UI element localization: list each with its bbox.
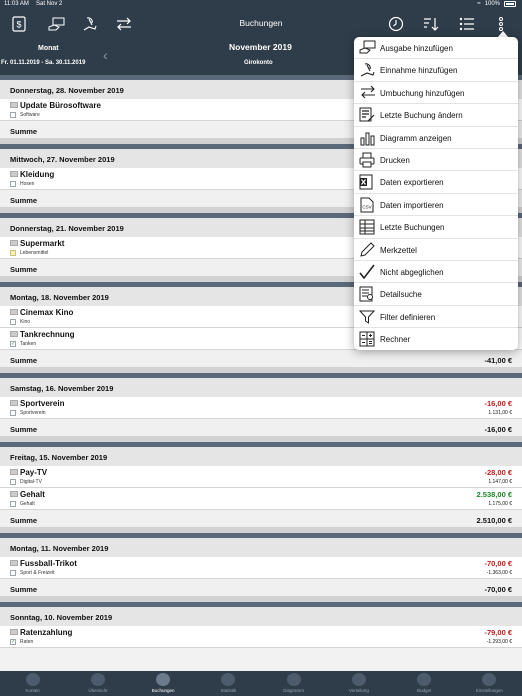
- reconcile-checkbox[interactable]: [10, 112, 16, 118]
- menu-item[interactable]: [354, 37, 518, 59]
- sum-label: Summe: [10, 585, 38, 594]
- tab-übersicht[interactable]: [65, 671, 130, 696]
- menu-item-label: Merkzettel: [380, 245, 417, 255]
- transaction-category: Raten: [20, 639, 34, 645]
- clock-icon[interactable]: [386, 14, 406, 34]
- menu-item-label: Drucken: [380, 155, 410, 165]
- menu-item-label: Umbuchung hinzufügen: [380, 88, 465, 98]
- tab-diagramm[interactable]: [261, 671, 326, 696]
- toolbar: [0, 10, 522, 38]
- edit-last-icon: [359, 107, 377, 123]
- budget-icon: [417, 673, 431, 686]
- transaction-category: Tanken: [20, 341, 37, 347]
- transaction-name: Pay-TV: [20, 468, 48, 477]
- tab-label: Einstellungen: [475, 688, 503, 693]
- transaction-name: Gehalt: [20, 490, 45, 499]
- account-icon: [26, 673, 40, 686]
- day-header: Montag, 18. November 2019: [0, 287, 522, 306]
- cash-out-icon: [359, 40, 377, 56]
- day-header: Donnerstag, 21. November 2019: [0, 218, 522, 237]
- menu-item-label: Daten exportieren: [380, 178, 444, 188]
- menu-item-label: Ausgabe hinzufügen: [380, 44, 453, 53]
- tab-budget[interactable]: [392, 671, 457, 696]
- transaction-row[interactable]: [0, 488, 522, 510]
- transaction-row[interactable]: [0, 466, 522, 488]
- status-right: [477, 1, 516, 7]
- sum-value: 2.510,00 €: [476, 516, 512, 525]
- reconcile-checkbox[interactable]: [10, 479, 16, 485]
- menu-item[interactable]: [354, 306, 518, 328]
- menu-item[interactable]: [354, 104, 518, 126]
- transaction-category: Lebensmittel: [20, 250, 49, 256]
- period-selector[interactable]: Monat: [38, 45, 59, 52]
- category-icon: [10, 240, 18, 246]
- sum-row: [0, 419, 522, 442]
- transaction-name: Ratenzahlung: [20, 628, 73, 637]
- sum-value: -16,00 €: [484, 425, 512, 434]
- transaction-name: Supermarkt: [20, 239, 65, 248]
- category-icon: [10, 469, 18, 475]
- wifi-icon: ≈: [477, 1, 481, 7]
- date-range: Fr. 01.11.2019 - Sa. 30.11.2019: [1, 60, 86, 66]
- status-bar: [0, 0, 522, 10]
- tab-label: Diagramm: [283, 688, 304, 693]
- transaction-amount: -28,00 €: [484, 468, 512, 477]
- transaction-category: Kino: [20, 319, 31, 325]
- category-icon: [10, 309, 18, 315]
- menu-item-label: Diagramm anzeigen: [380, 133, 452, 143]
- list-icon[interactable]: [457, 14, 477, 34]
- category-icon: [10, 629, 18, 635]
- transaction-category: Sport & Freizeit: [20, 570, 55, 576]
- menu-item-label: Daten importieren: [380, 200, 444, 210]
- sum-label: Summe: [10, 196, 38, 205]
- day-header: Freitag, 15. November 2019: [0, 447, 522, 466]
- running-balance: 1.131,00 €: [488, 410, 512, 416]
- calculator-icon: [359, 331, 377, 347]
- sum-label: Summe: [10, 356, 38, 365]
- transaction-category: Hosen: [20, 181, 35, 187]
- sum-label: Summe: [10, 516, 38, 525]
- sum-row: [0, 510, 522, 533]
- actions-menu: [354, 37, 518, 350]
- svg-text:$: $: [16, 19, 22, 30]
- diagram-icon: [287, 673, 301, 686]
- tab-verteilung[interactable]: [326, 671, 391, 696]
- tab-konten[interactable]: [0, 671, 65, 696]
- transfer-arrows-icon[interactable]: [114, 14, 134, 34]
- transaction-row[interactable]: [0, 397, 522, 419]
- transaction-category: Software: [20, 112, 40, 118]
- menu-item[interactable]: [354, 82, 518, 104]
- sum-label: Summe: [10, 265, 38, 274]
- transaction-category: Gehalt: [20, 501, 35, 507]
- month-title: November 2019: [229, 42, 292, 52]
- tab-statistik[interactable]: [196, 671, 261, 696]
- bar-chart-icon: [359, 130, 377, 146]
- sum-row: [0, 350, 522, 373]
- printer-icon: [359, 152, 377, 168]
- day-header: Sonntag, 10. November 2019: [0, 607, 522, 626]
- sort-icon[interactable]: [421, 14, 441, 34]
- menu-item[interactable]: [354, 283, 518, 305]
- transaction-amount: 2.538,00 €: [476, 490, 512, 499]
- statistics-icon: [221, 673, 235, 686]
- status-time: 11:03 AM: [4, 1, 29, 7]
- overview-icon: [91, 673, 105, 686]
- transaction-name: Cinemax Kino: [20, 308, 74, 317]
- reconcile-checkbox[interactable]: [10, 501, 16, 507]
- day-group: [0, 533, 522, 602]
- reconcile-checkbox[interactable]: [10, 410, 16, 416]
- day-header: Donnerstag, 28. November 2019: [0, 80, 522, 99]
- distribution-icon: [352, 673, 366, 686]
- menu-item-label: Einnahme hinzufügen: [380, 66, 458, 76]
- menu-item[interactable]: [354, 261, 518, 283]
- menu-item-label: Detailsuche: [380, 290, 422, 300]
- csv-import-icon: [359, 197, 377, 213]
- menu-item[interactable]: [354, 216, 518, 238]
- excel-export-icon: [359, 174, 377, 190]
- day-header: Samstag, 16. November 2019: [0, 378, 522, 397]
- menu-item-label: Nicht abgeglichen: [380, 267, 444, 277]
- day-group: [0, 442, 522, 533]
- category-icon: [10, 400, 18, 406]
- menu-item[interactable]: [354, 171, 518, 193]
- reconcile-checkbox[interactable]: ✓: [11, 639, 16, 645]
- menu-item[interactable]: [354, 59, 518, 81]
- sum-value: -41,00 €: [484, 356, 512, 365]
- battery-icon: [504, 1, 516, 7]
- transaction-amount: -16,00 €: [484, 399, 512, 408]
- category-icon: [10, 102, 18, 108]
- pencil-icon: [359, 242, 377, 258]
- table-icon: [359, 219, 377, 235]
- menu-item-label: Letzte Buchungen: [380, 223, 445, 233]
- dollar-doc-icon[interactable]: [9, 14, 29, 34]
- menu-item[interactable]: [354, 127, 518, 149]
- sum-row: [0, 579, 522, 602]
- menu-item-label: Filter definieren: [380, 312, 436, 322]
- transfer-arrows-icon: [359, 85, 377, 101]
- svg-text:CSV: CSV: [362, 204, 372, 210]
- tab-label: Verteilung: [348, 688, 369, 693]
- transaction-category: Digital-TV: [20, 479, 42, 485]
- transaction-name: Fussball-Trikot: [20, 559, 77, 568]
- menu-item-label: Rechner: [380, 335, 411, 345]
- reconcile-checkbox[interactable]: [10, 319, 16, 325]
- tab-label: Buchungen: [151, 688, 175, 693]
- sum-label: Summe: [10, 425, 38, 434]
- reconcile-checkbox[interactable]: [10, 570, 16, 576]
- funnel-icon: [359, 309, 377, 325]
- transaction-name: Update Bürosoftware: [20, 101, 101, 110]
- category-icon: [10, 171, 18, 177]
- checkmark-icon: [359, 264, 377, 280]
- transaction-name: Kleidung: [20, 170, 55, 179]
- day-header: Mittwoch, 27. November 2019: [0, 149, 522, 168]
- status-date: Sat Nov 2: [36, 1, 63, 7]
- cash-in-icon[interactable]: [80, 14, 100, 34]
- day-group: [0, 373, 522, 442]
- category-icon: [10, 560, 18, 566]
- day-header: Montag, 11. November 2019: [0, 538, 522, 557]
- sum-label: Summe: [10, 127, 38, 136]
- account-name[interactable]: Girokonto: [244, 60, 273, 66]
- transaction-amount: -79,00 €: [484, 628, 512, 637]
- reconcile-checkbox[interactable]: [10, 181, 16, 187]
- tab-label: Übersicht: [88, 688, 108, 693]
- transaction-amount: -70,00 €: [484, 559, 512, 568]
- toolbar-title: Buchungen: [239, 18, 283, 28]
- transaction-row[interactable]: [0, 557, 522, 579]
- battery-percent: 100%: [484, 1, 500, 7]
- transaction-name: Tankrechnung: [20, 330, 75, 339]
- chevron-left-icon[interactable]: ‹: [103, 47, 108, 63]
- tab-label: Konten: [25, 688, 40, 693]
- tab-einstellungen[interactable]: [457, 671, 522, 696]
- reconcile-checkbox[interactable]: [10, 250, 16, 256]
- menu-item[interactable]: [354, 328, 518, 350]
- bookings-icon: [156, 673, 170, 686]
- menu-item[interactable]: [354, 239, 518, 261]
- menu-item-label: Letzte Buchung ändern: [380, 111, 463, 121]
- transaction-row[interactable]: [0, 626, 522, 648]
- menu-item[interactable]: [354, 149, 518, 171]
- tab-label: Statistik: [220, 688, 237, 693]
- running-balance: -1.293,00 €: [486, 639, 512, 645]
- tab-label: Budget: [416, 688, 432, 693]
- running-balance: 1.175,00 €: [488, 501, 512, 507]
- category-icon: [10, 491, 18, 497]
- reconcile-checkbox[interactable]: ✓: [11, 341, 16, 347]
- running-balance: -1.363,00 €: [486, 570, 512, 576]
- category-icon: [10, 331, 18, 337]
- transaction-name: Sportverein: [20, 399, 65, 408]
- day-group: [0, 602, 522, 648]
- running-balance: 1.147,00 €: [488, 479, 512, 485]
- settings-icon: [482, 673, 496, 686]
- detail-search-icon: [359, 286, 377, 302]
- sum-value: -70,00 €: [484, 585, 512, 594]
- cash-in-icon: [359, 62, 377, 78]
- tab-bar: [0, 671, 522, 696]
- tab-buchungen[interactable]: [131, 671, 196, 696]
- transaction-category: Sportverein: [20, 410, 46, 416]
- menu-item[interactable]: [354, 194, 518, 216]
- cash-out-icon[interactable]: [47, 14, 67, 34]
